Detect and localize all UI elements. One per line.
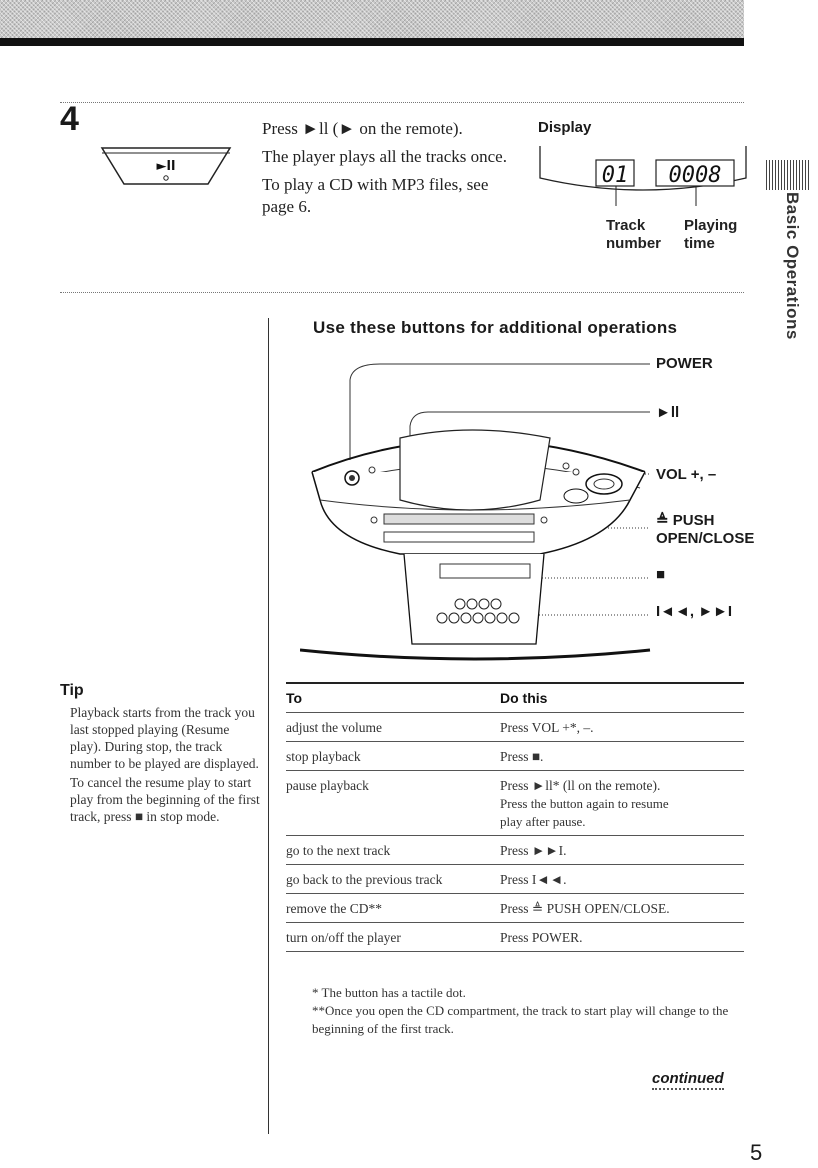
display-label: Display [538, 119, 592, 136]
footnote-2: **Once you open the CD compartment, the track to start play will change to the beginning of the first track. [312, 1003, 729, 1036]
table-cell-do [500, 771, 744, 836]
table-cell-do: Press POWER. [500, 923, 744, 952]
column-divider [268, 318, 269, 1134]
time-digits: 0008 [668, 163, 722, 188]
column-header-do: Do this [500, 683, 744, 713]
track-label-1: Track [606, 217, 646, 234]
page-number: 5 [750, 1140, 763, 1165]
continued-label: continued [652, 1070, 724, 1090]
table-row [286, 894, 744, 923]
time-label-1: Playing [684, 217, 738, 234]
divider [60, 292, 744, 293]
table-cell-to: turn on/off the player [286, 923, 500, 952]
table-cell-to: go to the next track [286, 836, 500, 865]
step-line-3: To play a CD with MP3 files, see page 6. [262, 175, 489, 216]
table-cell-do-main: Press ►ll* (ll on the remote). [500, 778, 661, 793]
power-label: POWER [656, 355, 713, 372]
table-row [286, 923, 744, 952]
time-label-2: time [684, 235, 715, 252]
step-number: 4 [60, 100, 79, 138]
step-instructions [262, 118, 524, 218]
header-rule [0, 38, 744, 46]
side-tab-label: Basic Operations [783, 192, 802, 340]
header-band [0, 0, 744, 38]
table-cell-to: stop playback [286, 742, 500, 771]
play-pause-label: ►ll [656, 404, 680, 421]
table-cell-do: Press VOL +*, –. [500, 713, 744, 742]
step-line-2: The player plays all the tracks once. [262, 147, 507, 166]
stop-label: ■ [656, 566, 666, 583]
tip-paragraph-2: To cancel the resume play to start play from the beginning of the first track, press ■ in stop mode. [70, 775, 260, 824]
operations-table [286, 682, 744, 952]
table-cell-to: remove the CD** [286, 894, 500, 923]
track-digits: 01 [601, 163, 629, 188]
play-pause-icon: ►ll [156, 159, 176, 174]
table-cell-do: Press I◄◄. [500, 865, 744, 894]
tip-title: Tip [60, 682, 84, 699]
section-heading: Use these buttons for additional operations [313, 318, 678, 337]
footnotes [312, 984, 752, 1038]
table-cell-do-extra: Press the button again to resume play after pause. [500, 796, 669, 829]
device-illustration [300, 350, 660, 670]
footnote-1: * The button has a tactile dot. [312, 985, 466, 1000]
skip-label: I◄◄, ►►I [656, 603, 733, 620]
volume-label: VOL +, – [656, 466, 717, 483]
tip-paragraph-1: Playback starts from the track you last stopped playing (Resume play). During stop, the track number to be played are displayed. [70, 705, 259, 771]
display-illustration [536, 144, 750, 256]
table-cell-do: Press ≜ PUSH OPEN/CLOSE. [500, 894, 744, 923]
side-tab-marker [766, 160, 810, 190]
push-label: ≜ PUSH [656, 512, 715, 529]
table-cell-to: adjust the volume [286, 713, 500, 742]
step-line-1: Press ►ll (► on the remote). [262, 119, 463, 138]
open-close-label: OPEN/CLOSE [656, 530, 755, 547]
table-row [286, 836, 744, 865]
table-row [286, 771, 744, 836]
tip-body [70, 704, 260, 827]
divider [60, 102, 744, 103]
play-button-illustration [100, 146, 232, 186]
table-cell-do: Press ■. [500, 742, 744, 771]
table-row [286, 713, 744, 742]
column-header-to: To [286, 683, 500, 713]
table-row [286, 865, 744, 894]
table-row [286, 742, 744, 771]
table-cell-to: go back to the previous track [286, 865, 500, 894]
track-label-2: number [606, 235, 662, 252]
table-cell-to: pause playback [286, 771, 500, 836]
table-cell-do: Press ►►I. [500, 836, 744, 865]
